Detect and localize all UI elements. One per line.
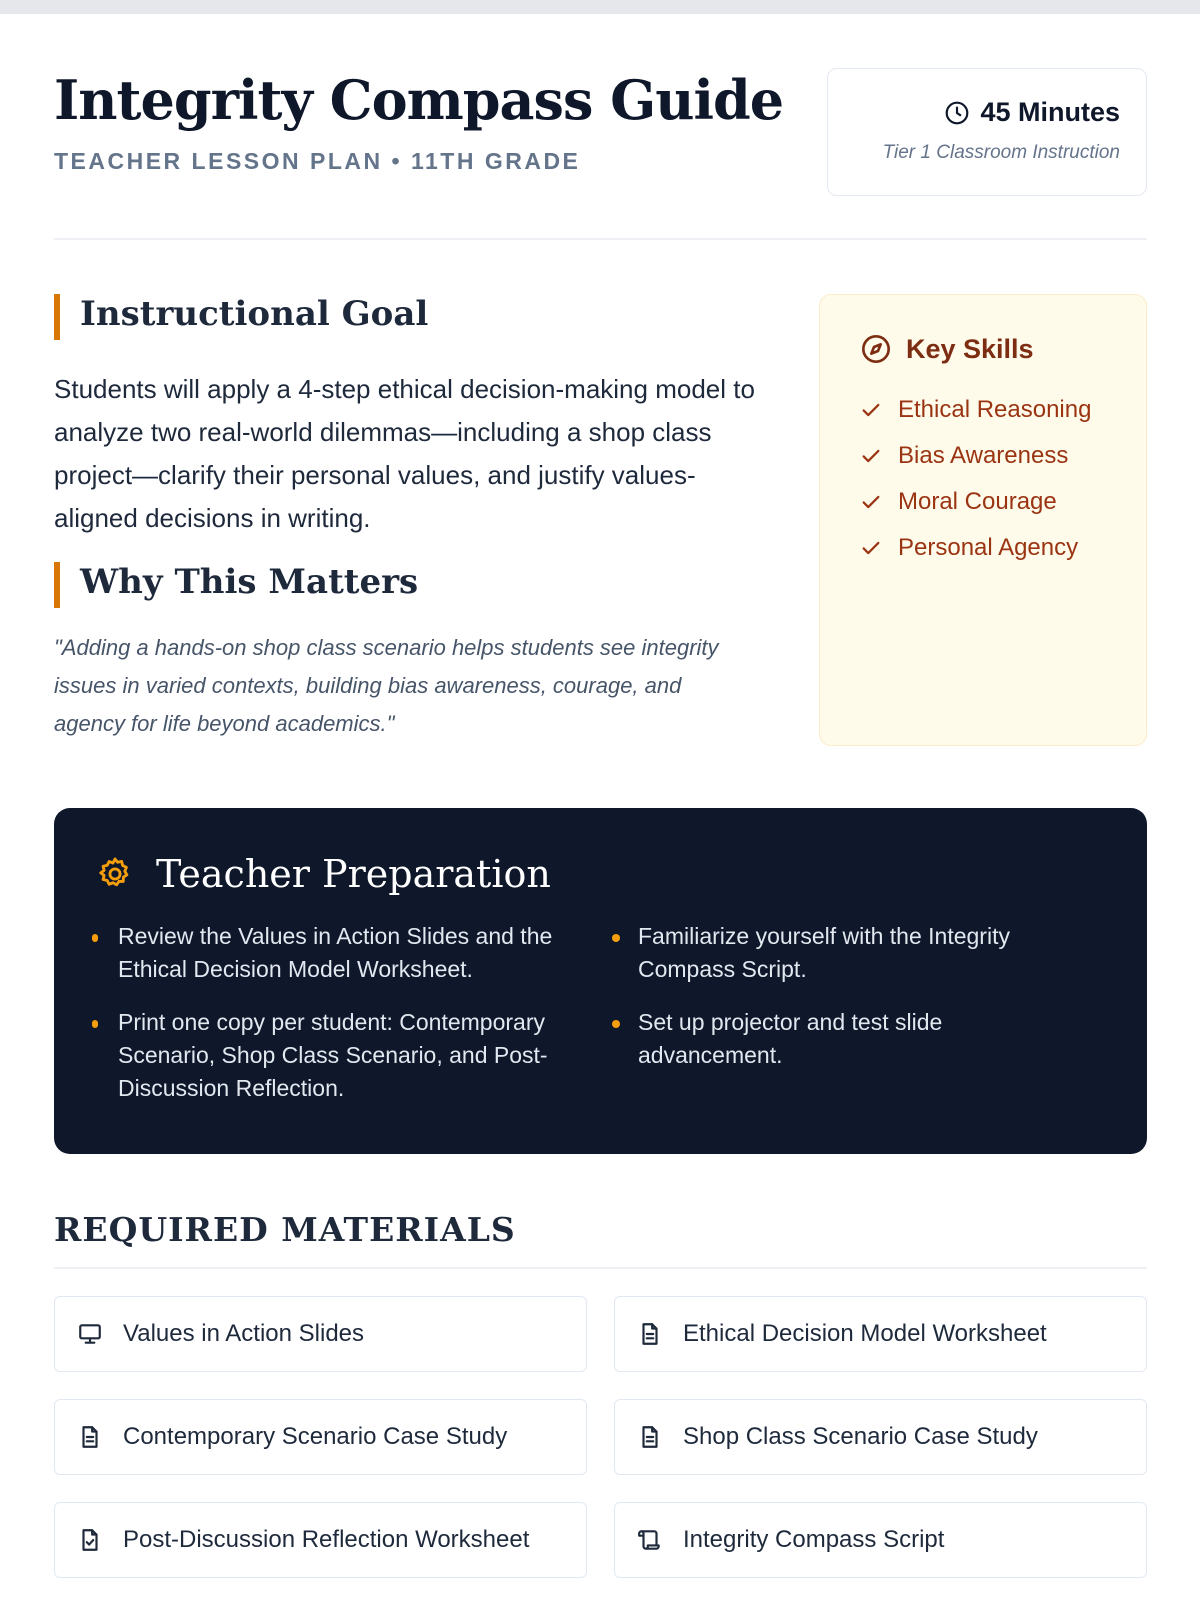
lesson-plan-page: [54, 14, 1147, 796]
skill-label: Ethical Reasoning: [898, 396, 1092, 423]
material-label: Contemporary Scenario Case Study: [123, 1423, 508, 1450]
bullet-dot: [92, 934, 98, 942]
document-icon: [637, 1424, 663, 1450]
teacher-preparation-title-row: [96, 852, 551, 896]
document-icon: [637, 1321, 663, 1347]
material-ethical-decision-model-worksheet[interactable]: [614, 1296, 1147, 1372]
prep-item: [612, 1006, 1082, 1072]
required-materials-heading: REQUIRED MATERIALS: [54, 1210, 516, 1249]
page-title: Integrity Compass Guide: [54, 68, 784, 132]
why-this-matters-heading: Why This Matters: [54, 562, 418, 602]
material-shop-class-scenario[interactable]: [614, 1399, 1147, 1475]
prep-item: [92, 1006, 562, 1105]
page-header: [54, 14, 1147, 240]
key-skills-title: Key Skills: [906, 333, 1034, 364]
why-this-matters-quote: "Adding a hands-on shop class scenario helps students see integrity issues in varied contexts, building bias awareness, courage, and agency for life beyond academics.": [54, 635, 719, 736]
duration-line: [828, 97, 1120, 128]
goal-section: [54, 240, 1147, 796]
page-subtitle: TEACHER LESSON PLAN • 11TH GRADE: [54, 148, 581, 174]
skill-item: [860, 525, 1146, 571]
check-icon: [860, 537, 882, 559]
materials-divider: [54, 1267, 1147, 1269]
skill-item: [860, 479, 1146, 525]
teacher-preparation-title: Teacher Preparation: [156, 852, 551, 896]
material-post-discussion-reflection[interactable]: [54, 1502, 587, 1578]
key-skills-card: [819, 294, 1147, 746]
key-skills-title-row: [860, 333, 1146, 365]
document-icon: [77, 1424, 103, 1450]
material-label: Integrity Compass Script: [683, 1526, 945, 1553]
material-label: Shop Class Scenario Case Study: [683, 1423, 1038, 1450]
skill-item: [860, 433, 1146, 479]
prep-item-text: Review the Values in Action Slides and the Ethical Decision Model Worksheet.: [118, 923, 553, 982]
prep-item-text: Familiarize yourself with the Integrity Compass Script.: [638, 923, 1010, 982]
gear-icon: [96, 855, 134, 893]
check-icon: [860, 491, 882, 513]
skill-label: Moral Courage: [898, 488, 1057, 515]
compass-icon: [860, 333, 892, 365]
material-label: Values in Action Slides: [123, 1320, 365, 1347]
prep-item: [92, 920, 562, 986]
skill-label: Bias Awareness: [898, 442, 1069, 469]
duration-card: [827, 68, 1147, 196]
skill-item: [860, 387, 1146, 433]
instructional-goal-heading: Instructional Goal: [54, 294, 428, 334]
top-bar: [0, 0, 1200, 14]
prep-item-text: Set up projector and test slide advancement.: [638, 1009, 943, 1068]
prep-item: [612, 920, 1082, 986]
skill-label: Personal Agency: [898, 534, 1079, 561]
instructional-goal-text: Students will apply a 4-step ethical decision-making model to analyze two real-world dilemmas—including a shop class project—clarify their personal values, and justify values-aligned decisions in writing.: [54, 374, 755, 533]
bullet-dot: [92, 1020, 98, 1028]
material-label: Ethical Decision Model Worksheet: [683, 1320, 1047, 1347]
prep-item-text: Print one copy per student: Contemporary Scenario, Shop Class Scenario, and Post-Discussion Reflection.: [118, 1009, 548, 1101]
material-label: Post-Discussion Reflection Worksheet: [123, 1526, 530, 1553]
monitor-icon: [77, 1321, 103, 1347]
material-values-in-action-slides[interactable]: [54, 1296, 587, 1372]
scroll-icon: [637, 1527, 663, 1553]
document-check-icon: [77, 1527, 103, 1553]
bullet-dot: [612, 1020, 620, 1028]
bullet-dot: [612, 934, 620, 942]
material-contemporary-scenario[interactable]: [54, 1399, 587, 1475]
key-skills-list: [860, 387, 1146, 571]
duration-note: Tier 1 Classroom Instruction: [882, 142, 1120, 163]
clock-icon: [944, 100, 970, 126]
check-icon: [860, 445, 882, 467]
check-icon: [860, 399, 882, 421]
material-integrity-compass-script[interactable]: [614, 1502, 1147, 1578]
duration-value: 45 Minutes: [980, 97, 1120, 127]
teacher-preparation-panel: [54, 808, 1147, 1154]
